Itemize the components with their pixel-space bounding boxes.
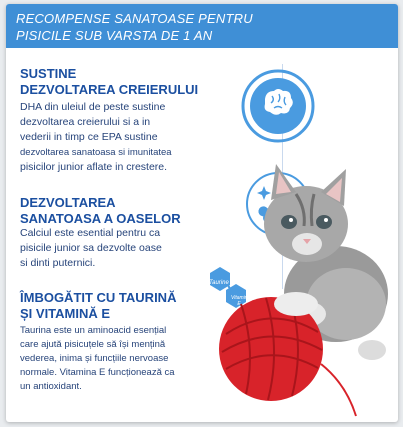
text-line: pisicile junior sa dezvolte oase [20, 242, 162, 254]
banner [6, 4, 398, 48]
kitten-with-yarn-image [196, 154, 396, 422]
molecule-label-taurine: Taurine [209, 280, 229, 286]
section-2-text [20, 226, 195, 271]
text-line: DHA din uleiul de peste sustine [20, 101, 166, 113]
banner-title-line-1: RECOMPENSE SANATOASE PENTRU [16, 11, 253, 26]
section-3-heading-line-2: ȘI VITAMINĂ E [20, 306, 111, 321]
text-line: Taurina este un aminoacid esențial [20, 325, 167, 336]
section-1-heading-line-1: SUSTINE [20, 66, 77, 81]
section-1-heading-line-2: DEZVOLTAREA CREIERULUI [20, 82, 199, 97]
text-line: normale. Vitamina E funcționează ca [20, 367, 175, 378]
product-info-card [6, 4, 398, 422]
section-3-text [20, 324, 195, 394]
brain-icon [238, 66, 318, 146]
text-line: vederea, inima și funcțiile nervoase [20, 353, 169, 364]
section-2-heading-line-2: SANATOASA A OASELOR [20, 211, 181, 226]
text-line: vederii in timp ce EPA sustine [20, 131, 158, 143]
text-line: un antioxidant. [20, 381, 82, 392]
section-3-heading-line-1: ÎMBOGĂTIT CU TAURINĂ [20, 290, 177, 305]
text-line: si dinti puternici. [20, 257, 96, 269]
text-line: dezvoltarea creierului si a in [20, 116, 151, 128]
text-line: dezvoltarea sanatoasa si imunitatea [20, 147, 172, 158]
molecule-label-vitamin-e: Vitamin E [231, 295, 248, 307]
section-2-heading-line-1: DEZVOLTAREA [20, 195, 116, 210]
text-line: Calciul este esential pentru ca [20, 227, 161, 239]
text-line: pisicilor junior aflate in crestere. [20, 161, 168, 173]
section-1-text [20, 100, 195, 175]
banner-title-line-2: PISICILE SUB VARSTA DE 1 AN [16, 28, 213, 43]
text-line: care ajută pisicuțele să își mențină [20, 339, 166, 350]
